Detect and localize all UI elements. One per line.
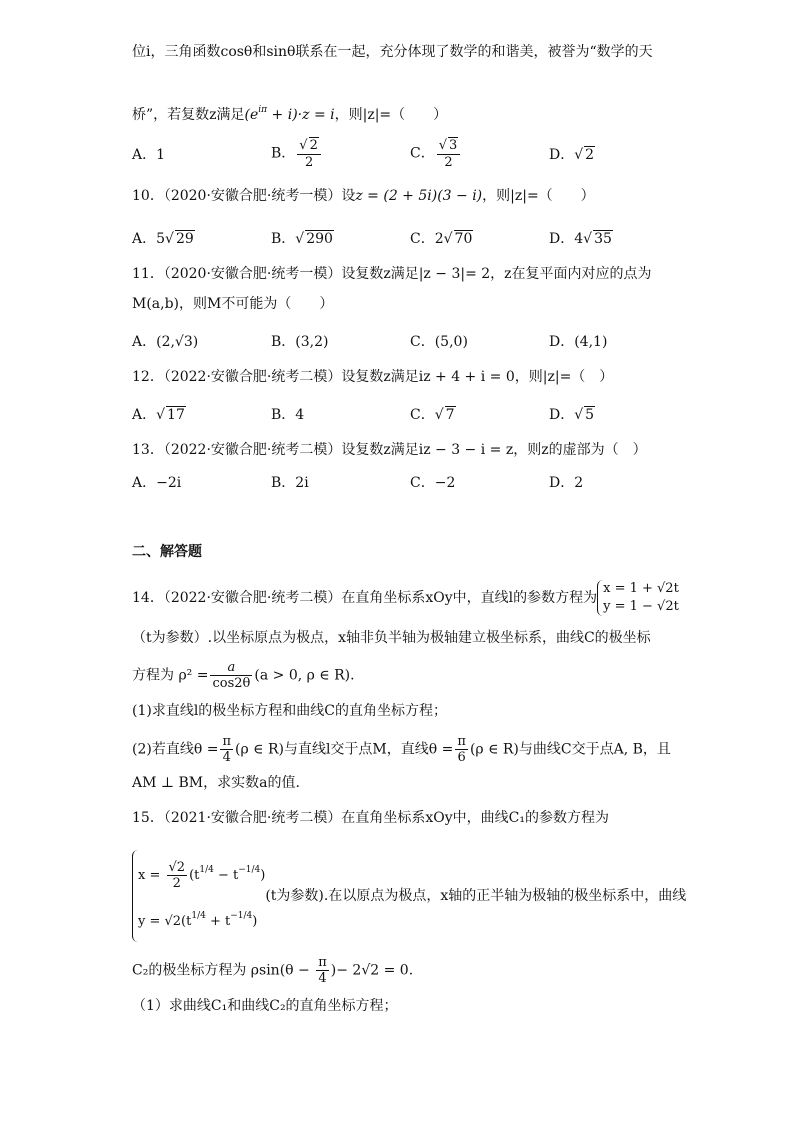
q11-option-b: B．(3,2) xyxy=(271,334,329,350)
q13-stem: 13．（2022·安徽合肥·统考二模）设复数z满足iz − 3 − i = z，则z的虚部为（ ） xyxy=(132,442,647,458)
q15-stem: 15．（2021·安徽合肥·统考二模）在直角坐标系xOy中，曲线C₁的参数方程为 xyxy=(132,810,609,826)
q14-sub2-text-b: (ρ ∈ R)与直线l交于点M，直线θ = xyxy=(235,741,454,758)
q14-sub2-text-c: (ρ ∈ R)与曲线C交于点A, B，且 xyxy=(469,741,671,758)
q13-option-c: C．−2 xyxy=(410,475,456,491)
q14-system-bottom: y = 1 − √2t xyxy=(603,599,679,614)
q10-option-d-label: D．4 xyxy=(549,231,584,247)
q13-option-a: A．−2i xyxy=(132,475,182,491)
q15-system-y: $y = √2(t^{1/4} + t^{-1/4})$ xyxy=(138,911,258,929)
q9-option-c-label: C． xyxy=(410,145,435,162)
q14-sub2-text-a: (2)若直线θ = xyxy=(132,741,219,758)
q12-option-c-label: C． xyxy=(410,407,435,423)
q10-option-c: C．2√ 70 xyxy=(410,231,473,247)
q12-stem: 12．（2022·安徽合肥·统考二模）设复数z满足iz + 4 + i = 0，则|z|=（ ） xyxy=(132,369,614,385)
q14-sub2-line2: AM ⊥ BM，求实数a的值. xyxy=(132,775,300,791)
q14-line3 xyxy=(132,660,355,691)
q14-sub2-frac2: $\frac{\pi}{6}$ xyxy=(457,734,466,765)
q13-option-d: D．2 xyxy=(549,475,584,491)
q10-option-d: D．4√ 35 xyxy=(549,231,612,247)
q10-stem-text: 10．（2020·安徽合肥·统考一模）设 xyxy=(132,188,356,204)
q9-line2-tail: ，则|z|=（ ） xyxy=(334,107,448,123)
q11-stem-line1: 11．（2020·安徽合肥·统考一模）设复数z满足|z − 3|= 2，z在复平面内对应的点为 xyxy=(132,266,652,282)
q9-option-c-frac: $\frac{√ 3}{2}$ xyxy=(437,137,461,170)
q14-param-system xyxy=(597,580,679,616)
q15-param-block xyxy=(132,850,686,942)
q10-option-a-label: A．5 xyxy=(132,231,166,247)
q15-line3-text: C₂的极坐标方程为 ρsin xyxy=(132,962,280,979)
q12-option-b: B．4 xyxy=(271,407,305,423)
q12-option-c: C．√ 7 xyxy=(410,407,455,423)
q10-option-a: A．5√ 29 xyxy=(132,231,194,247)
q9-option-d: D．√ 2 xyxy=(549,147,595,163)
q9-option-a: A．1 xyxy=(132,147,166,163)
q10-stem-tail: ，则|z|=（ ） xyxy=(482,188,595,204)
q15-param-system xyxy=(132,850,265,942)
q14-fraction: $\frac{a}{\cos 2\theta}$ xyxy=(212,660,251,691)
q15-after-system: (t为参数).在以原点为极点，x轴的正半轴为极轴的极坐标系中，曲线 xyxy=(265,888,687,904)
q9-line2 xyxy=(132,100,447,125)
section-title-answers: 二、解答题 xyxy=(132,544,202,560)
q9-option-b-frac: $\frac{√ 2}{2}$ xyxy=(297,137,321,170)
q14-sub2-frac1: $\frac{\pi}{4}$ xyxy=(222,734,231,765)
q12-option-a: A．√ 17 xyxy=(132,407,185,423)
q15-line3-tail: − 2√2 = 0. xyxy=(336,962,414,979)
q14-system-top: x = 1 + √2t xyxy=(603,581,679,596)
q9-line2-text: 桥”，若复数z满足 xyxy=(132,107,245,123)
q15-sub1: （1）求曲线C₁和曲线C₂的直角坐标方程； xyxy=(132,998,398,1014)
q10-option-b-label: B． xyxy=(271,231,296,247)
q9-line1: 位i，三角函数cosθ和sinθ联系在一起，充分体现了数学的和谐美，被誉为“数学的天 xyxy=(132,44,653,60)
q14-sub2-line1 xyxy=(132,734,671,765)
q14-line3-tail: (a > 0, ρ ∈ R). xyxy=(254,667,355,684)
q11-option-a: A．(2,√3) xyxy=(132,334,199,350)
q14-line3-text: 方程为 ρ² = xyxy=(132,667,209,684)
q9-option-b-label: B． xyxy=(271,145,296,162)
q14-line1-text: 14．（2022·安徽合肥·统考二模）在直角坐标系xOy中，直线l的参数方程为 xyxy=(132,590,598,606)
q9-option-c xyxy=(410,137,462,170)
q9-option-b xyxy=(271,137,323,170)
q11-option-d: D．(4,1) xyxy=(549,334,608,350)
q14-sub1: (1)求直线l的极坐标方程和曲线C的直角坐标方程； xyxy=(132,703,448,719)
q15-line3: C₂的极坐标方程为 ρsin(θ − $\frac{\pi}{4}$ )− 2√2 = 0. xyxy=(132,955,414,986)
q15-system-x: x = $\frac{√2}{2}$ $(t^{1/4} - t^{-1/4})$ xyxy=(138,860,266,891)
q9-option-d-label: D． xyxy=(549,147,575,163)
q11-stem-line2: M(a,b)，则M不可能为（ ） xyxy=(132,296,334,312)
q14-line2: （t为参数）.以坐标原点为极点，x轴非负半轴为极轴建立极坐标系，曲线C的极坐标 xyxy=(132,630,651,646)
q10-equation: z = (2 + 5i)(3 − i) xyxy=(355,188,483,204)
q10-option-b: B．√ 290 xyxy=(271,231,333,247)
q11-option-c: C．(5,0) xyxy=(410,334,468,350)
q12-option-d-label: D． xyxy=(549,407,575,423)
q10-option-c-label: C．2 xyxy=(410,231,444,247)
q12-option-a-label: A． xyxy=(132,407,157,423)
q14-line1 xyxy=(132,580,679,616)
q13-option-b: B．2i xyxy=(271,475,309,491)
q9-equation: $(e^{i\pi} + i)\cdot z = i$ xyxy=(244,105,335,123)
q12-option-d: D．√ 5 xyxy=(549,407,595,423)
q15-frac: $\frac{\pi}{4}$ xyxy=(318,955,327,986)
q10-stem xyxy=(132,186,595,206)
